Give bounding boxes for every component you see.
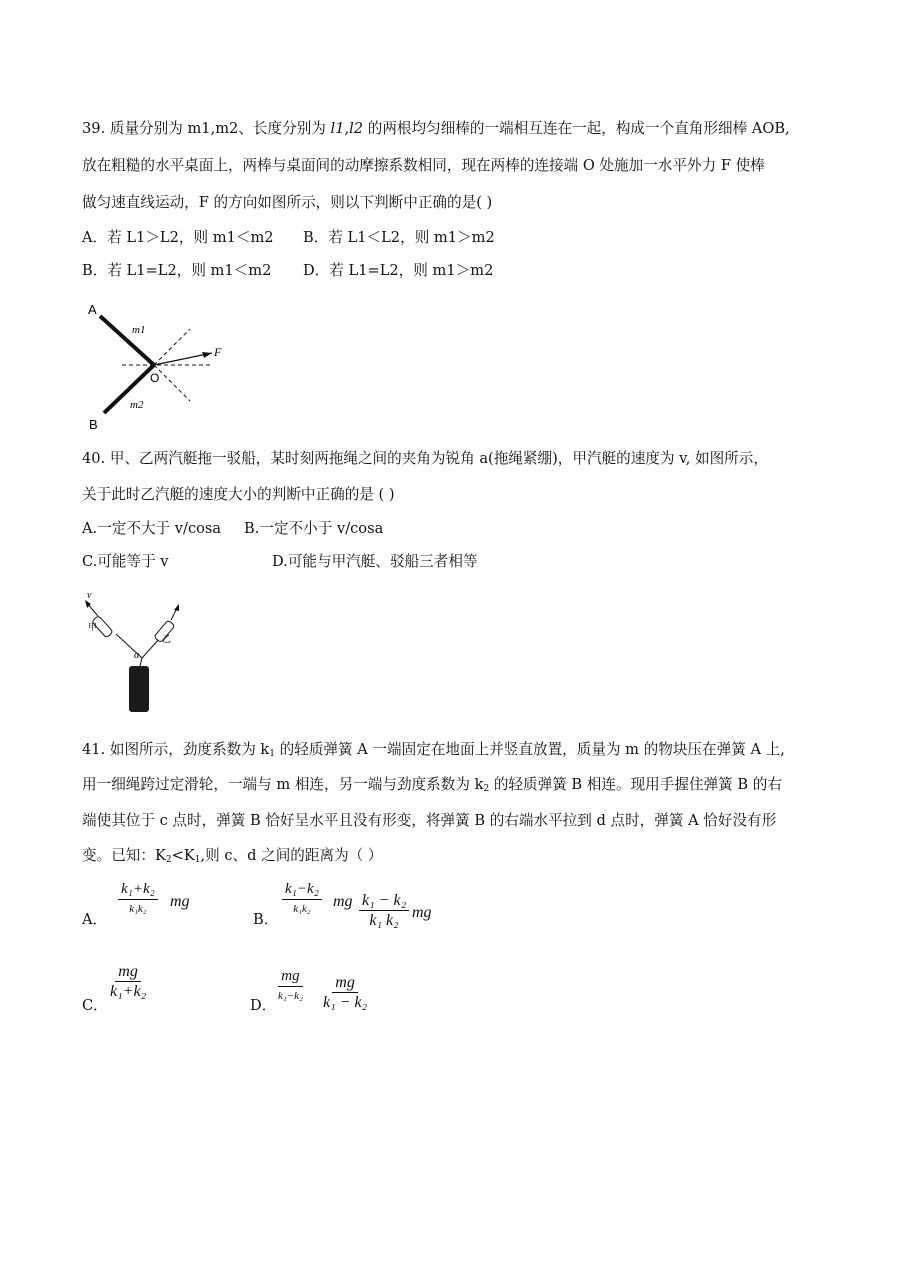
fraction-denominator: k₁k₂: [293, 903, 311, 915]
q39-option-c: B．若 L1=L2，则 m1＜m2: [82, 262, 272, 279]
rod-oa: [100, 316, 154, 365]
q39-option-b: B．若 L1＜L2，则 m1＞m2: [303, 229, 495, 246]
q41-option-b-fraction-2: [359, 891, 409, 930]
q41-option-a-mg: mg: [170, 893, 190, 910]
rope-yi: [142, 638, 160, 658]
label-alpha: α: [134, 650, 140, 661]
q41-line-4: 变。已知：$K_2<K_1$,则 c、d 之间的距离为（ ）: [82, 847, 383, 865]
q40-option-b: B.一定不小于 v/cosa: [244, 520, 384, 537]
label-v: v: [87, 590, 92, 601]
fraction-numerator: k₁+k₂: [118, 880, 158, 900]
q39-line-1: 39. 质量分别为 m1,m2、长度分别为 l1,l2 的两根均匀细棒的一端相互连在一起，构成一个直角形细棒 AOB,: [82, 120, 790, 137]
q41-option-c-label: C．: [82, 997, 108, 1014]
fraction-denominator: k₁ k₂: [369, 912, 399, 929]
fraction-numerator: mg: [332, 973, 358, 993]
q39-option-d: D．若 L1=L2，则 m1＞m2: [303, 262, 494, 279]
barge: [129, 666, 149, 712]
q41-line-1: 41. 如图所示，劲度系数为 $k_1$ 的轻质弹簧 A 一端固定在地面上并竖直放置，质量为 m 的物块压在弹簧 A 上,: [82, 741, 785, 759]
rod-ob: [104, 365, 154, 413]
force-f-arrowhead: [202, 352, 212, 358]
q41-line-2: 用一细绳跨过定滑轮，一端与 m 相连，另一端与劲度系数为 $k_2$ 的轻质弹簧 B 相连。现用手握住弹簧 B 的右: [82, 776, 782, 794]
q39-option-a: A．若 L1＞L2，则 m1＜m2: [82, 229, 274, 246]
fraction-denominator: k₁+k₂: [110, 983, 147, 1000]
q41-option-c-fraction: [110, 962, 146, 1001]
fraction-numerator: k₁−k₂: [282, 880, 322, 900]
q40-figure-towing-boats: [80, 590, 200, 715]
label-f: F: [214, 345, 222, 359]
q39-line-3: 做匀速直线运动，F 的方向如图所示，则以下判断中正确的是( ): [82, 194, 493, 211]
fraction-numerator: mg: [278, 967, 302, 987]
fraction-numerator: k₁ − k₂: [359, 891, 409, 911]
q40-option-d: D.可能与甲汽艇、驳船三者相等: [272, 553, 478, 570]
label-o: O: [150, 371, 160, 385]
q40-option-c: C.可能等于 v: [82, 553, 169, 570]
q40-line-1: 40. 甲、乙两汽艇拖一驳船，某时刻两拖绳之间的夹角为锐角 a(拖绳紧绷)，甲汽艇的速度为 v, 如图所示，: [82, 450, 768, 467]
yi-direction-arrowhead: [174, 604, 179, 611]
q41-option-b-label: B．: [253, 911, 279, 928]
q41-option-d-label: D．: [250, 997, 277, 1014]
fraction-numerator: mg: [115, 962, 141, 982]
q40-line-2: 关于此时乙汽艇的速度大小的判断中正确的是 ( ): [82, 486, 395, 503]
label-yi: 乙: [162, 635, 172, 645]
q41-option-b-fraction: [282, 880, 322, 919]
fraction-denominator: k₁ − k₂: [323, 994, 368, 1011]
diagonal-dashed-line-down: [154, 365, 190, 401]
q40-option-a: A.一定不大于 v/cosa: [82, 520, 222, 537]
label-a: A: [88, 302, 97, 317]
q41-option-b-mg: mg: [333, 893, 353, 910]
q39-line-2: 放在粗糙的水平桌面上，两棒与桌面间的动摩擦系数相同，现在两棒的连接端 O 处施加一水平外力 F 使棒: [82, 157, 765, 174]
q41-option-d-fraction: [278, 967, 303, 1006]
q41-option-a-fraction: [118, 880, 158, 919]
label-jia: 甲: [88, 623, 98, 633]
fraction-denominator: k₁−k₂: [278, 990, 303, 1002]
q41-line-3: 端使其位于 c 点时，弹簧 B 恰好呈水平且没有形变，将弹簧 B 的右端水平拉到 d 点时，弹簧 A 恰好没有形: [82, 812, 777, 829]
label-m2: m2: [130, 399, 144, 411]
q41-option-a-label: A．: [82, 911, 108, 928]
q41-option-b-mg-2: mg: [412, 904, 432, 921]
q41-option-d-fraction-2: [323, 973, 367, 1012]
label-b: B: [89, 417, 98, 432]
fraction-denominator: k₁k₂: [129, 903, 147, 915]
diagonal-dashed-line-up: [154, 329, 190, 365]
q39-figure-aob-rod: [86, 298, 226, 433]
label-m1: m1: [132, 324, 146, 336]
barge-hitch: [140, 658, 142, 666]
